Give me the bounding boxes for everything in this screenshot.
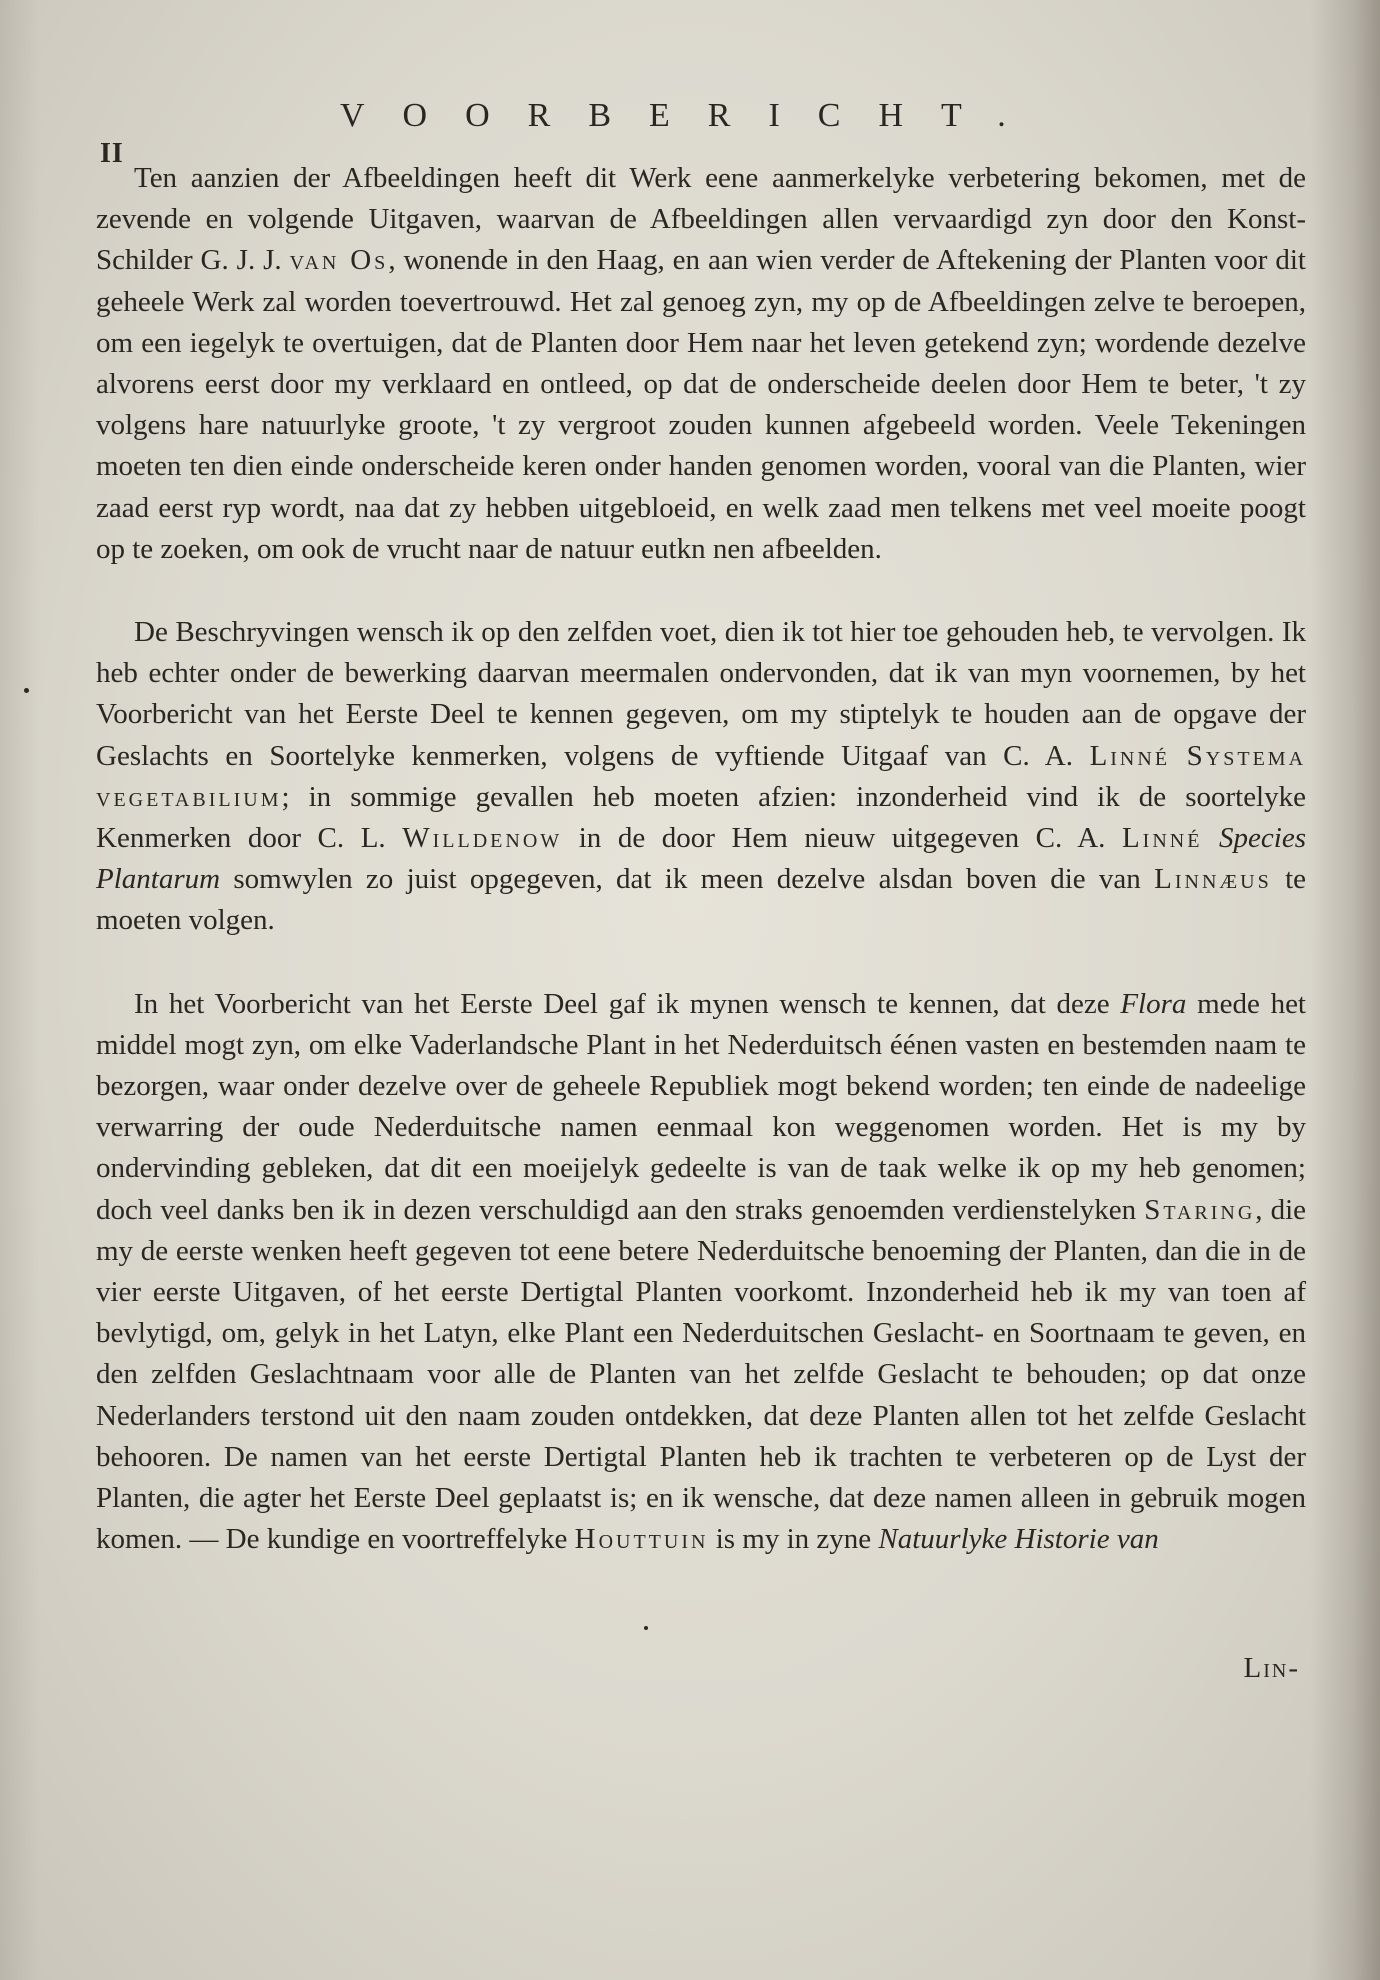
running-head bbox=[100, 92, 1308, 169]
page-title: VOORBERICHT. bbox=[340, 97, 1044, 134]
person-name: Linné bbox=[1089, 739, 1171, 772]
person-name: van Os bbox=[289, 244, 389, 277]
person-name: Houttuin bbox=[574, 1523, 709, 1556]
paragraph-text: , wonende in den Haag, en aan wien verder de Aftekening der Planten voor dit geheele Werk zal worden toevertrouwd. Het zal genoeg zyn, my op de Afbeeldingen zelve te beroepen, om een iegelyk te overtuigen, dat de Planten door Hem naar het leven getekend zyn; wordende dezelve alvorens eerst door my verklaard en ontleed, op dat de onderscheide deelen door Hem te beter, 't zy volgens hare natuurlyke groote, 't zy vergroot zouden kunnen afgebeeld worden. Veele Tekeningen moeten ten dien einde onderscheide keren onder handen genomen worden, vooral van die Planten, wier zaad eerst ryp wordt, naa dat zy hebben uitgebloeid, en welk zaad men telkens met veel moeite poogt op te zoeken, om ook de vrucht naar de natuur eutkn nen afbeelden. bbox=[96, 244, 1306, 565]
work-title: Species Plantarum bbox=[96, 822, 1306, 896]
paragraph-text: is my in zyne bbox=[708, 1523, 879, 1556]
ink-speck bbox=[644, 1626, 648, 1630]
ink-speck bbox=[24, 688, 29, 693]
person-name: Willdenow bbox=[402, 822, 563, 855]
paragraph-text: te moeten volgen. bbox=[96, 863, 1306, 937]
paragraph-text: in de door Hem nieuw uitgegeven C. A. bbox=[562, 822, 1122, 855]
paragraph-descriptions bbox=[96, 612, 1306, 942]
catchword: Lin- bbox=[1243, 1652, 1300, 1684]
paragraph-text: Ten aanzien der Afbeeldingen heeft dit Werk eene aanmerkelyke verbetering bekomen, met de zevende en volgende Uitgaven, waarvan de Afbeeldingen allen vervaardigd zyn door den Konst-Schilder G. J. J. bbox=[96, 162, 1306, 277]
text-body bbox=[96, 158, 1306, 1561]
person-name: Linné bbox=[1121, 822, 1203, 855]
paragraph-text: ; in sommige gevallen heb moeten afzien: inzonderheid vind ik de soortelyke Kenmerken door C. L. bbox=[96, 780, 1306, 855]
person-name: Staring bbox=[1144, 1193, 1256, 1226]
person-name: Linnæus bbox=[1154, 863, 1272, 896]
paragraph-text: De Beschryvingen wensch ik op den zelfden voet, dien ik tot hier toe gehouden heb, te vervolgen. Ik heb echter onder de bewerking daarvan meermalen ondervonden, dat ik van myn voornemen, by het Voorbericht van het Eerste Deel te kennen gegeven, om my stiptelyk te houden aan de opgave der Geslachts en Soortelyke kenmerken, volgens de vyftiende Uitgaaf van C. A. bbox=[96, 616, 1306, 772]
paragraph-text: somwylen zo juist opgegeven, dat ik meen dezelve alsdan boven die van bbox=[220, 863, 1155, 896]
paragraph-text: , die my de eerste wenken heeft gegeven tot eene betere Nederduitsche benoeming der Planten, dan die in de vier eerste Uitgaven, of het eerste Dertigtal Planten voorkomt. Inzonderheid heb ik my van toen af bevlytigd, om, gelyk in het Latyn, elke Plant een Nederduitschen Geslacht- en Soortnaam te geven, en den zelfden Geslachtnaam voor alle de Planten van het zelfde Geslacht te behouden; op dat onze Nederlanders terstond uit den naam zouden ontdekken, dat deze Planten allen tot het zelfde Geslacht behooren. De namen van het eerste Dertigtal Planten heb ik trachten te verbeteren op de Lyst der Planten, die agter het Eerste Deel geplaatst is; en ik wensche, dat deze namen alleen in gebruik mogen komen. — De kundige en voortreffelyke bbox=[96, 1193, 1306, 1556]
page-number: II bbox=[100, 138, 124, 169]
paragraph-illustrations bbox=[96, 158, 1306, 570]
work-title: Systema vegetabilium bbox=[96, 739, 1307, 813]
work-title: Natuurlyke Historie van bbox=[878, 1523, 1159, 1556]
paragraph-text: In het Voorbericht van het Eerste Deel gaf ik mynen wensch te kennen, dat deze bbox=[134, 987, 1121, 1020]
paragraph-naming bbox=[96, 984, 1306, 1561]
paragraph-text: mede het middel mogt zyn, om elke Vaderlandsche Plant in het Nederduitsch éénen vasten en bestemden naam te bezorgen, waar onder dezelve over de geheele Republiek mogt bekend worden; ten einde de nadeelige verwarring der oude Nederduitsche namen eenmaal kon weggenomen worden. Het is my by ondervinding gebleken, dat dit een moeijelyk gedeelte is van de taak welke ik op my heb genomen; doch veel danks ben ik in dezen verschuldigd aan den straks genoemden verdienstelyken bbox=[96, 987, 1306, 1226]
work-title: Flora bbox=[1120, 987, 1187, 1020]
